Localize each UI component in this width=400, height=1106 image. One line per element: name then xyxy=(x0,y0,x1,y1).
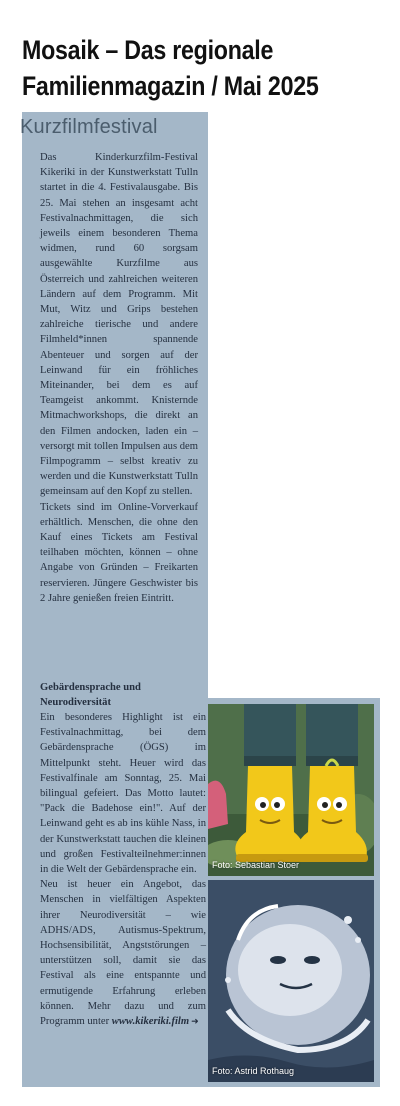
page-title-line-1: Mosaik – Das regionale xyxy=(22,35,274,66)
article-paragraph-sign-language: Ein besonderes Highlight ist ein Festivalnachmittag, bei dem Gebärdensprache (ÖGS) im Mittelpunkt steht. Heuer wird das Festivalfinale am Sonntag, 25. Mai bilingual gefeiert. Das Motto lautet: "Pack die Badehose ein!". Auf der Leinwand geht es ab ins kühle Nass, in der Kunstwerkstatt tauchen die kleinen und großen Festivalteilnehmer:innen in die Welt der Gebärdensprache ein. xyxy=(40,712,206,876)
yellow-boots-illustration xyxy=(208,704,374,876)
page-title xyxy=(22,32,340,104)
article-subheading: Gebärdensprache und Neurodiversität xyxy=(40,682,141,708)
article-paragraph-neurodiversity xyxy=(40,877,206,1029)
page-title-line-2: Familienmagazin / Mai 2025 xyxy=(22,71,319,102)
water-creature-illustration xyxy=(208,880,374,1082)
photo-water-creature xyxy=(208,880,374,1082)
photo-credit-1: Foto: Sebastian Stoer xyxy=(212,860,300,870)
article-paragraph-neurodiversity-text: Neu ist heuer ein Angebot, das Menschen in vielfältigen Aspekten ihrer Neurodiversität – wie ADHS/ADS, Autismus-Spektrum, Hochsensibilität, Angststörungen – unterstützen soll, damit sie das Festival als eine entspannte und ermutigende Erfahrung erleben können. Mehr dazu und zum Programm unter xyxy=(40,879,206,1028)
article-heading: Kurzfilmfestival xyxy=(20,116,158,138)
arrow-icon: ➜ xyxy=(191,1016,199,1027)
article-paragraph-intro: Das Kinderkurzfilm-Festival Kikeriki in der Kunstwerkstatt Tulln startet in die 4. Festivalausgabe. Bis 25. Mai stehen an insgesamt acht Festivalnachmittagen, die sich jeweils einem besonderen Thema widmen, rund 60 sorgsam ausgewählte Kurzfilme aus Österreich und zahlreichen weiteren Ländern auf dem Programm. Mit Mut, Witz und Grips bestehen zahlreiche tierische und andere Filmheld*innen spannende Abenteuer und sorgen auf der Leinwand für ein fröhliches Miteinander, bei dem es auf Teamgeist ankommt. Knisternde Mitmachworkshops, die direkt an den Filmen andocken, laden ein – versorgt mit tollen Impulsen aus dem Filmpogramm – selbst kreativ zu werden und die Kunstwerkstatt Tulln gemeinsam auf den Kopf zu stellen. xyxy=(40,152,198,498)
photo-yellow-boots xyxy=(208,704,374,876)
article-column-1 xyxy=(40,150,198,606)
article-paragraph-tickets: Tickets sind im Online-Vorverkauf erhältlich. Menschen, die ohne den Kauf eines Tickets am Festival teilhaben möchten, können – ohne Angabe von Gründen – Freikarten reservieren. Jüngere Geschwister bis 2 Jahre genießen freien Eintritt. xyxy=(40,501,198,604)
article-column-2 xyxy=(40,680,206,1029)
website-link[interactable]: www.kikeriki.film xyxy=(111,1016,190,1028)
photo-credit-2: Foto: Astrid Rothaug xyxy=(212,1066,295,1076)
